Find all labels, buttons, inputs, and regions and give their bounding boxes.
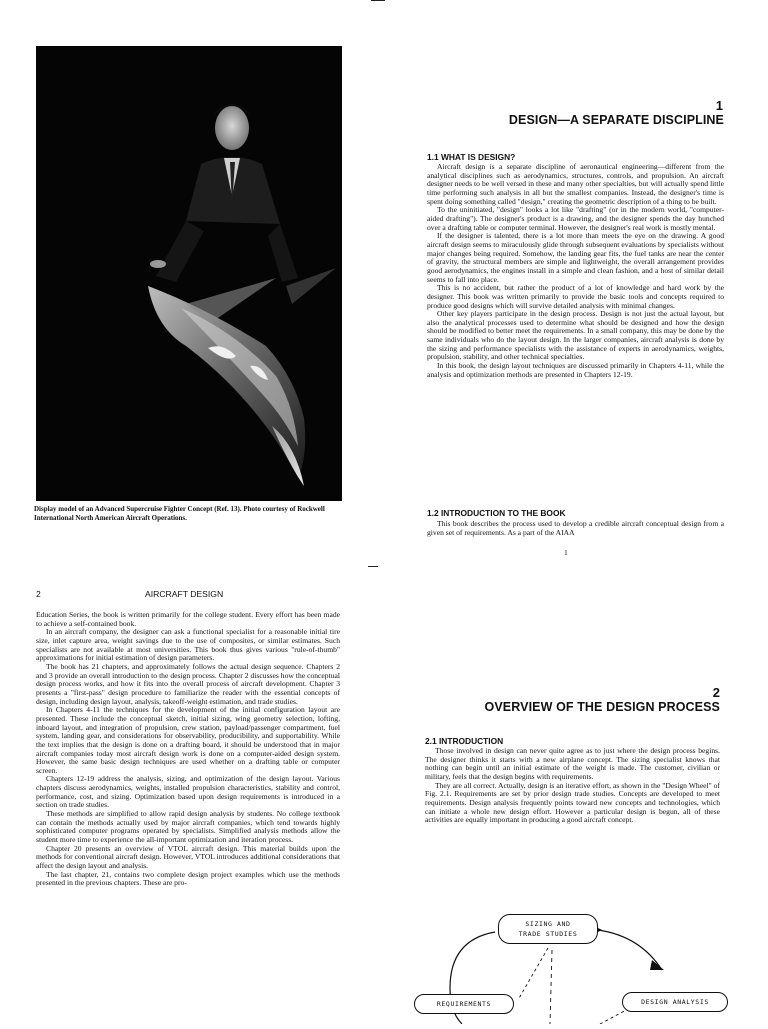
- section-1-1-paragraph: Other key players participate in the design process. Design is not just the actual layout, but also the analytical processes used to determine what should be designed and how the design should be modified to better meet the requirements. In a small company, this may be done by the same individuals who do the layout design. In the larger companies, aircraft analysis is done by the sizing and performance specialists with the assistance of experts in aerodynamics, weights, propulsion, stability, and other technical specialties.: [427, 309, 724, 362]
- section-2-1-body: [425, 747, 720, 825]
- page-2-paragraph: The book has 21 chapters, and approximately follows the actual design sequence. Chapters 2 and 3 provide an overall introduction to the design process. Chapter 2 discusses how the conceptual design process works, and how it fits into the overall process of aircraft development. Chapter 3 presents a "first-pass" design procedure to familiarize the reader with the essential concepts of design, including design layout, analysis, takeoff-weight estimation, and trade studies.: [36, 661, 340, 706]
- chapter-1-title: DESIGN—A SEPARATE DISCIPLINE: [508, 113, 724, 127]
- section-1-1-paragraph: If the designer is talented, there is a lot more than meets the eye on the drawing. A good aircraft design seems to miraculously glide through subsequent evaluations by specialists without major changes being required. Somehow, the landing gear fits, the fuel tanks are near the center of gravity, the structural members are simple and lightweight, the overall arrangement provides good aerodynamics, the engines install in a simple and clean fashion, and a host of similar detail seems to fall into place.: [427, 231, 724, 284]
- diagram-node-sizing-line1: SIZING AND: [525, 920, 571, 928]
- section-1-2-heading: 1.2 INTRODUCTION TO THE BOOK: [427, 508, 566, 518]
- chapter-2-title: OVERVIEW OF THE DESIGN PROCESS: [484, 700, 720, 714]
- wheel-spoke-dashed: [550, 950, 552, 1024]
- section-2-1-paragraph: Those involved in design can never quite agree as to just where the design process begins. The designer thinks it starts with a new airplane concept. The sizing specialist knows that nothing can begin until an initial estimate of the weight is made. The customer, civilian or military, feels that the design begins with requirements.: [425, 746, 720, 781]
- photo-caption: Display model of an Advanced Supercruise Fighter Concept (Ref. 13). Photo courtesy of Rockwell International North American Aircraft Operations.: [34, 505, 325, 522]
- section-1-1-paragraph: In this book, the design layout techniques are discussed primarily in Chapters 4-11, while the analysis and optimization methods are presented in Chapters 12-19.: [427, 361, 724, 379]
- page-1-number: 1: [564, 548, 568, 557]
- design-wheel-diagram: [400, 900, 768, 1024]
- page-2-left-column: [36, 611, 340, 888]
- section-1-1-body: [427, 163, 724, 379]
- diagram-node-sizing-line2: TRADE STUDIES: [518, 930, 578, 938]
- aircraft-model-photo: [36, 46, 342, 501]
- section-1-2-paragraph: This book describes the process used to develop a credible aircraft conceptual design from a given set of requirements. As a part of the AIAA: [427, 519, 724, 537]
- section-2-1-paragraph: They are all correct. Actually, design is an iterative effort, as shown in the "Design Wheel" of Fig. 2.1. Requirements are set by prior design trade studies. Concepts are developed to meet requirements. Design analysis frequently points toward new concepts and technologies, which can initiate a whole new design effort. However a particular design is begun, all of these activities are equally important in producing a good aircraft concept.: [425, 780, 720, 825]
- page-2-paragraph: Chapter 20 presents an overview of VTOL aircraft design. This material builds upon the methods for conventional aircraft design. However, VTOL introduces additional considerations that affect the design layout and analysis.: [36, 843, 340, 871]
- page-2-paragraph: In Chapters 4-11 the techniques for the development of the initial configuration layout are presented. These include the conceptual sketch, initial sizing, wing geometry selection, lofting, inboard layout, and integration of propulsion, crew station, payload/passenger compartment, fuel system, landing gear, and considerations for observability, producibility, and supportability. While the text implies that the design is done on a drafting board, it should be understood that in major aircraft companies today most aircraft design work is done on a computer-aided design system. However, the same basic design techniques are used whether on a drafting table or computer screen.: [36, 705, 340, 775]
- section-1-1-heading: 1.1 WHAT IS DESIGN?: [427, 152, 516, 162]
- page-2-paragraph: The last chapter, 21, contains two complete design project examples which use the methods presented in the previous chapters. These are pro-: [36, 869, 340, 888]
- diagram-node-sizing: [498, 914, 598, 944]
- section-1-1-paragraph: This is no accident, but rather the product of a lot of knowledge and hard work by the designer. This book was written primarily to provide the basic tools and concepts required to produce good designs which will survive detailed analysis with minimal changes.: [427, 283, 724, 310]
- section-1-1-paragraph: Aircraft design is a separate discipline of aeronautical engineering—different from the analytical disciplines such as aerodynamics, structures, controls, and propulsion. An aircraft designer needs to be well versed in these and many other specialties, but will actually spend little time performing such analysis in all but the smallest companies. Instead, the designer's time is spent doing something called "design," creating the geometric description of a thing to be built.: [427, 162, 724, 206]
- page-2-paragraph: Chapters 12-19 address the analysis, sizing, and optimization of the design layout. Various chapters discuss aerodynamics, weights, installed propulsion characteristics, stability and control, performance, cost, and sizing. Optimization based upon design requirements is introduced in a section on trade studies.: [36, 774, 340, 810]
- chapter-1-number: 1: [715, 98, 723, 113]
- page-2-number: 2: [36, 589, 41, 599]
- section-2-1-heading: 2.1 INTRODUCTION: [425, 736, 504, 746]
- page-2-paragraph: Education Series, the book is written primarily for the college student. Every effort has been made to achieve a self-contained book.: [36, 610, 340, 628]
- wheel-spoke-dashed: [600, 1008, 630, 1024]
- top-margin-mark: [371, 0, 385, 1]
- page-2-paragraph: In an aircraft company, the designer can ask a functional specialist for a reasonable initial tire size, inlet capture area, weight savings due to the use of composites, or similar estimates. Such specialists are not available at most universities. This book thus gives various "rule-of-thumb" approximations for initial estimation of design parameters.: [36, 627, 340, 663]
- wheel-arrow-head-right: [650, 960, 664, 970]
- chapter-2-number: 2: [712, 685, 720, 700]
- running-head: AIRCRAFT DESIGN: [145, 589, 224, 599]
- diagram-node-design-analysis: DESIGN ANALYSIS: [622, 992, 728, 1012]
- wheel-spoke-dashed: [518, 948, 548, 1000]
- page-2-paragraph: These methods are simplified to allow rapid design analysis by students. No college textbook can contain the methods actually used by major aircraft companies, which tend towards highly sophisticated computer programs operated by specialists. Simplified analysis methods allow the student more time to experience the all-important optimization and iteration process.: [36, 809, 340, 845]
- section-1-1-paragraph: To the uninitiated, "design" looks a lot like "drafting" (or in the modern world, "computer-aided drafting"). The designer's product is a drawing, and the designer spends the day hunched over a drafting table or computer terminal. However, the designer's real work is mostly mental.: [427, 205, 724, 232]
- aircraft-model-image: [36, 46, 342, 501]
- page-divider-mark: [368, 566, 378, 567]
- diagram-node-requirements: REQUIREMENTS: [414, 994, 514, 1014]
